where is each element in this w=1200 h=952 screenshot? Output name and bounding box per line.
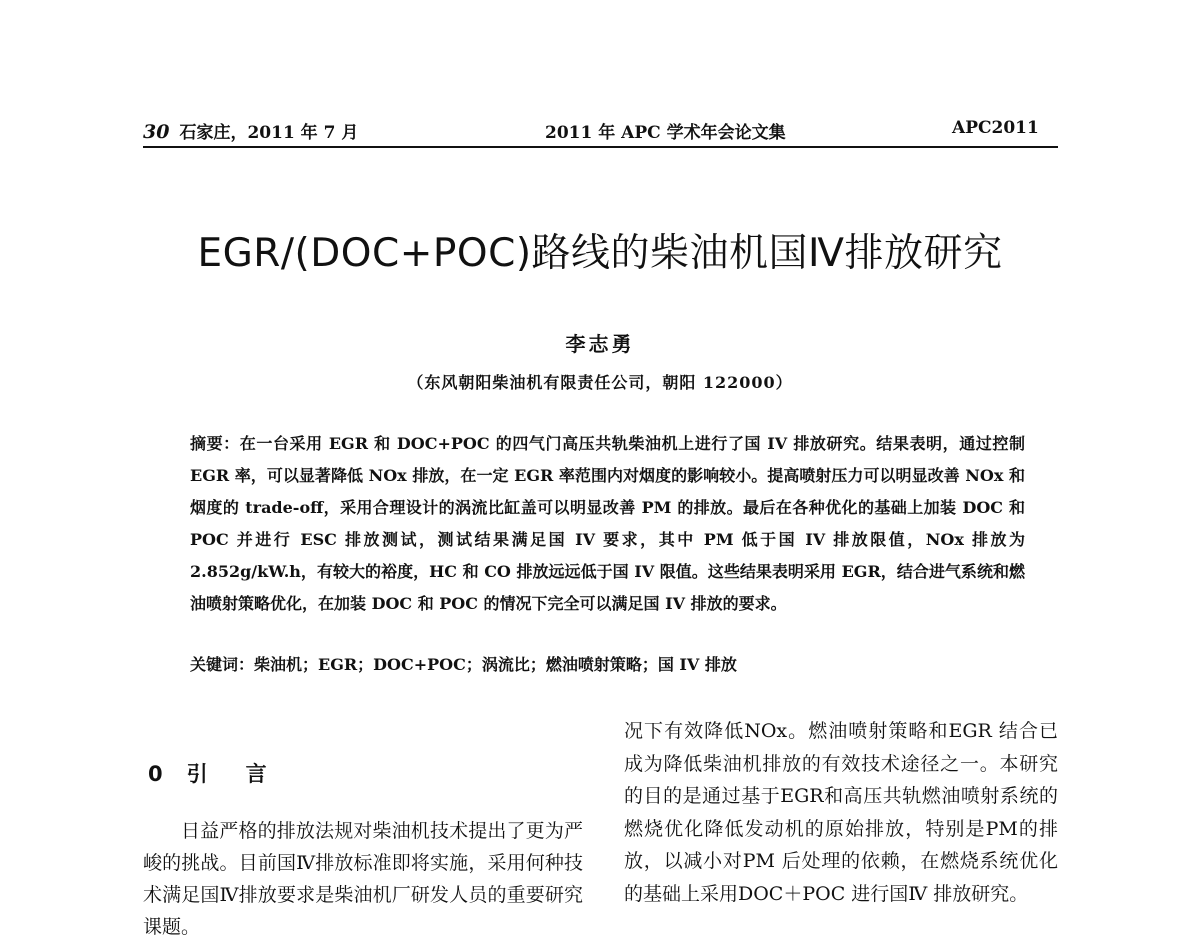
paper-title: EGR/(DOC+POC)路线的柴油机国Ⅳ排放研究 [197,231,1003,276]
section-title-char-2: 言 [245,762,269,786]
body-left-paragraph: 日益严格的排放法规对柴油机技术提出了更为严峻的挑战。目前国Ⅳ排放标准即将实施，采用何种技术满足国Ⅳ排放要求是柴油机厂研发人员的重要研究课题。 [143,820,583,938]
running-header-right: APC2011 [952,118,1039,138]
running-header-center: 2011 年 APC 学术年会论文集 [545,123,786,143]
section-title-char-1: 引 [186,762,210,786]
abstract-block [190,428,1025,620]
keywords-text: 柴油机；EGR；DOC+POC；涡流比；燃油喷射策略；国 IV 排放 [254,655,737,674]
page-number: 30 [143,121,170,143]
abstract-text: 在一台采用 EGR 和 DOC+POC 的四气门高压共轨柴油机上进行了国 IV 排放研究。结果表明，通过控制 EGR 率，可以显著降低 NOx 排放，在一定 EGR 率范围内对烟度的影响较小。提高喷射压力可以明显改善 NOx 和烟度的 trade-off，采用合理设计的涡流比缸盖可以明显改善 PM 的排放。最后在各种优化的基础上加装 DOC 和 POC 并进行 ESC 排放测试，测试结果满足国 IV 要求，其中 PM 低于国 IV 排放限值，NOx 排放为 2.852g/kW.h，有较大的裕度，HC 和 CO 排放远远低于国 IV 限值。这些结果表明采用 EGR，结合进气系统和燃油喷射策略优化，在加装 DOC 和 POC 的情况下完全可以满足国 IV 排放的要求。 [190,434,1025,613]
paper-author: 李志勇 [565,332,635,356]
body-right-paragraph: 况下有效降低NOx。燃油喷射策略和EGR 结合已成为降低柴油机排放的有效技术途径之一。本研究的目的是通过基于EGR和高压共轨燃油喷射系统的燃烧优化降低发动机的原始排放，特别是PM的排放，以减小对PM 后处理的依赖，在燃烧系统优化的基础上采用DOC＋POC 进行国Ⅳ 排放研究。 [624,720,1058,905]
section-number: 0 [148,762,165,786]
paper-affiliation: （东风朝阳柴油机有限责任公司，朝阳 122000） [407,373,793,392]
header-rule [143,146,1058,148]
section-heading [148,758,269,788]
abstract-label: 摘要： [190,434,240,453]
running-header-left [143,118,359,143]
keywords-block [190,652,1025,678]
header-location-date: 石家庄，2011 年 7 月 [179,123,359,143]
keywords-label: 关键词： [190,655,255,674]
